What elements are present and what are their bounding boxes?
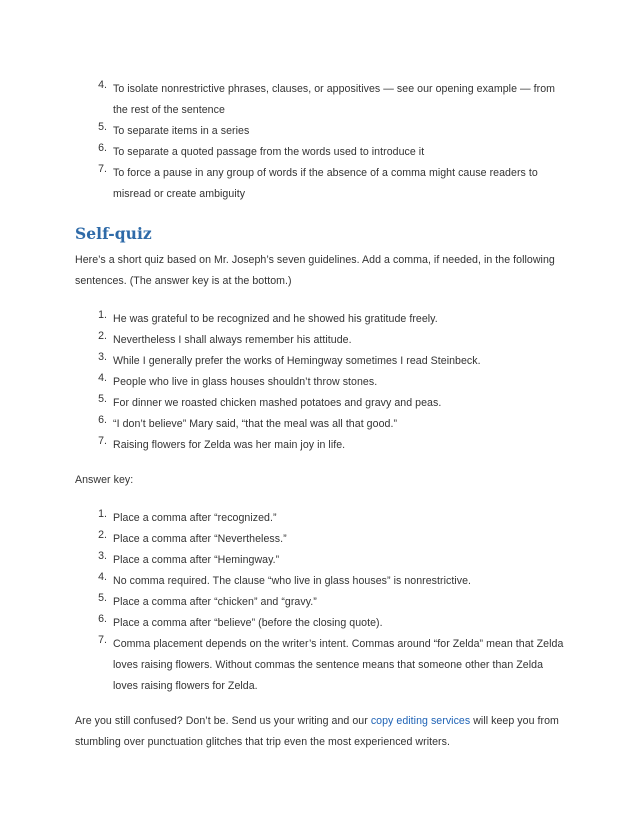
answer-key-label: Answer key:: [75, 474, 134, 486]
list-item-line: To force a pause in any group of words if the absence of a comma might cause readers to: [113, 167, 538, 179]
list-number: 7.: [98, 435, 107, 447]
answer-line: loves raising flowers for Zelda.: [113, 680, 258, 692]
list-number: 6.: [98, 414, 107, 426]
list-number: 5.: [98, 121, 107, 133]
list-item-line: To isolate nonrestrictive phrases, clauses, or appositives — see our opening example — from: [113, 83, 556, 95]
quiz-sentence: He was grateful to be recognized and he showed his gratitude freely.: [113, 313, 438, 325]
list-number: 4.: [98, 571, 107, 583]
answer-line: Place a comma after “chicken” and “gravy.”: [113, 596, 317, 608]
quiz-sentence: Raising flowers for Zelda was her main joy in life.: [113, 439, 346, 451]
list-number: 5.: [98, 393, 107, 405]
quiz-sentence: While I generally prefer the works of Hemingway sometimes I read Steinbeck.: [113, 355, 481, 367]
list-number: 1.: [98, 309, 107, 321]
closing-paragraph: [75, 711, 575, 753]
answer-line: Place a comma after “believe” (before the closing quote).: [113, 617, 383, 629]
list-number: 4.: [98, 372, 107, 384]
list-number: 5.: [98, 592, 107, 604]
list-number: 6.: [98, 142, 107, 154]
paragraph-line: Here’s a short quiz based on Mr. Joseph’s seven guidelines. Add a comma, if needed, in the following: [75, 254, 555, 266]
list-number: 7.: [98, 163, 107, 175]
answer-line: Place a comma after “recognized.”: [113, 512, 277, 524]
list-number: 2.: [98, 529, 107, 541]
quiz-sentence: Nevertheless I shall always remember his attitude.: [113, 334, 352, 346]
quiz-sentence: People who live in glass houses shouldn’t throw stones.: [113, 376, 378, 388]
list-item-line: To separate items in a series: [113, 125, 250, 137]
intro-paragraph: [75, 250, 575, 292]
list-number: 2.: [98, 330, 107, 342]
copy-editing-services-link[interactable]: copy editing services: [370, 715, 471, 727]
answer-line: Place a comma after “Hemingway.”: [113, 554, 280, 566]
paragraph-line: [75, 711, 575, 732]
list-number: 3.: [98, 351, 107, 363]
section-heading: Self-quiz: [75, 224, 152, 243]
list-number: 3.: [98, 550, 107, 562]
closing-text-before-link: Are you still confused? Don’t be. Send us your writing and our: [75, 715, 371, 727]
answer-line: Place a comma after “Nevertheless.”: [113, 533, 287, 545]
paragraph-line: sentences. (The answer key is at the bottom.): [75, 275, 292, 287]
paragraph-line: stumbling over punctuation glitches that trip even the most experienced writers.: [75, 736, 450, 748]
list-item-line: misread or create ambiguity: [113, 188, 246, 200]
list-number: 1.: [98, 508, 107, 520]
answer-line: No comma required. The clause “who live in glass houses” is nonrestrictive.: [113, 575, 472, 587]
answer-line: Comma placement depends on the writer’s intent. Commas around “for Zelda” mean that Zelda: [113, 638, 564, 650]
closing-text-after-link: will keep you from: [470, 715, 559, 727]
list-number: 6.: [98, 613, 107, 625]
list-number: 4.: [98, 79, 107, 91]
list-item-line: To separate a quoted passage from the words used to introduce it: [113, 146, 425, 158]
list-number: 7.: [98, 634, 107, 646]
answer-line: loves raising flowers. Without commas the sentence means that someone other than Zelda: [113, 659, 544, 671]
quiz-sentence: For dinner we roasted chicken mashed potatoes and gravy and peas.: [113, 397, 442, 409]
quiz-sentence: “I don’t believe” Mary said, “that the meal was all that good.”: [113, 418, 398, 430]
list-item-line: the rest of the sentence: [113, 104, 225, 116]
